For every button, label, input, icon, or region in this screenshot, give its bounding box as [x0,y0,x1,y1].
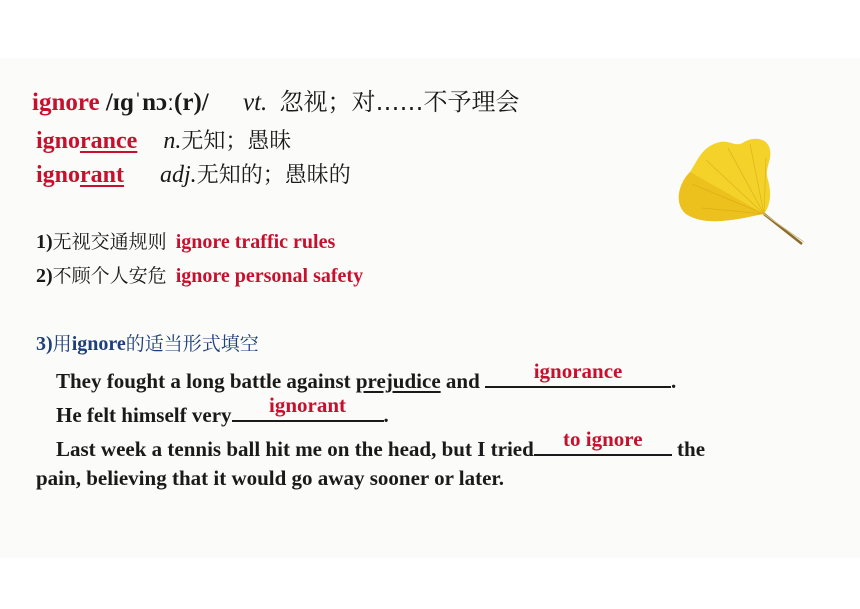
phrase-english: ignore personal safety [175,265,364,287]
headword-meaning: 忽视；对……不予理会 [279,88,520,116]
exercise-sentence: He felt himself very ignorant . [56,393,389,427]
part-of-speech: vt. [242,89,268,116]
derivative-meaning: 无知的；愚昧的 [196,163,351,188]
answer-blank[interactable] [485,359,671,388]
phonetic: /ɪɡˈnɔː(r)/ [105,89,209,116]
phrase-item: 1)无视交通规则 ignore traffic rules [36,231,336,253]
exercise-sentence-continued: pain, believing that it would go away sooner or later. [36,466,505,490]
derivative-noun [36,124,291,155]
phrase-item: 2)不顾个人安危 ignore personal safety [36,265,364,287]
derivative-pos: adj. [160,162,197,188]
exercise-title: 3)用ignore的适当形式填空 [36,333,259,355]
derivative-meaning: 无知；愚昧 [181,129,292,154]
ginkgo-leaf-icon [672,132,812,252]
word-header [32,82,520,117]
phrase-english: ignore traffic rules [175,231,336,253]
answer-text: ignorance [533,359,623,383]
derivative-pos: n. [163,128,182,154]
answer-blank[interactable] [534,427,672,456]
derivative-word: ignorant [36,162,125,188]
derivative-adjective [36,158,351,189]
headword: ignore [32,89,100,116]
answer-blank[interactable] [232,393,384,422]
derivative-word: ignorance [36,128,138,154]
answer-text: to ignore [563,427,643,451]
exercise-sentence: They fought a long battle against prejudice and ignorance . [56,359,677,393]
exercise-sentence: Last week a tennis ball hit me on the head, but I tried to ignore the [56,427,706,461]
answer-text: ignorant [269,393,347,417]
